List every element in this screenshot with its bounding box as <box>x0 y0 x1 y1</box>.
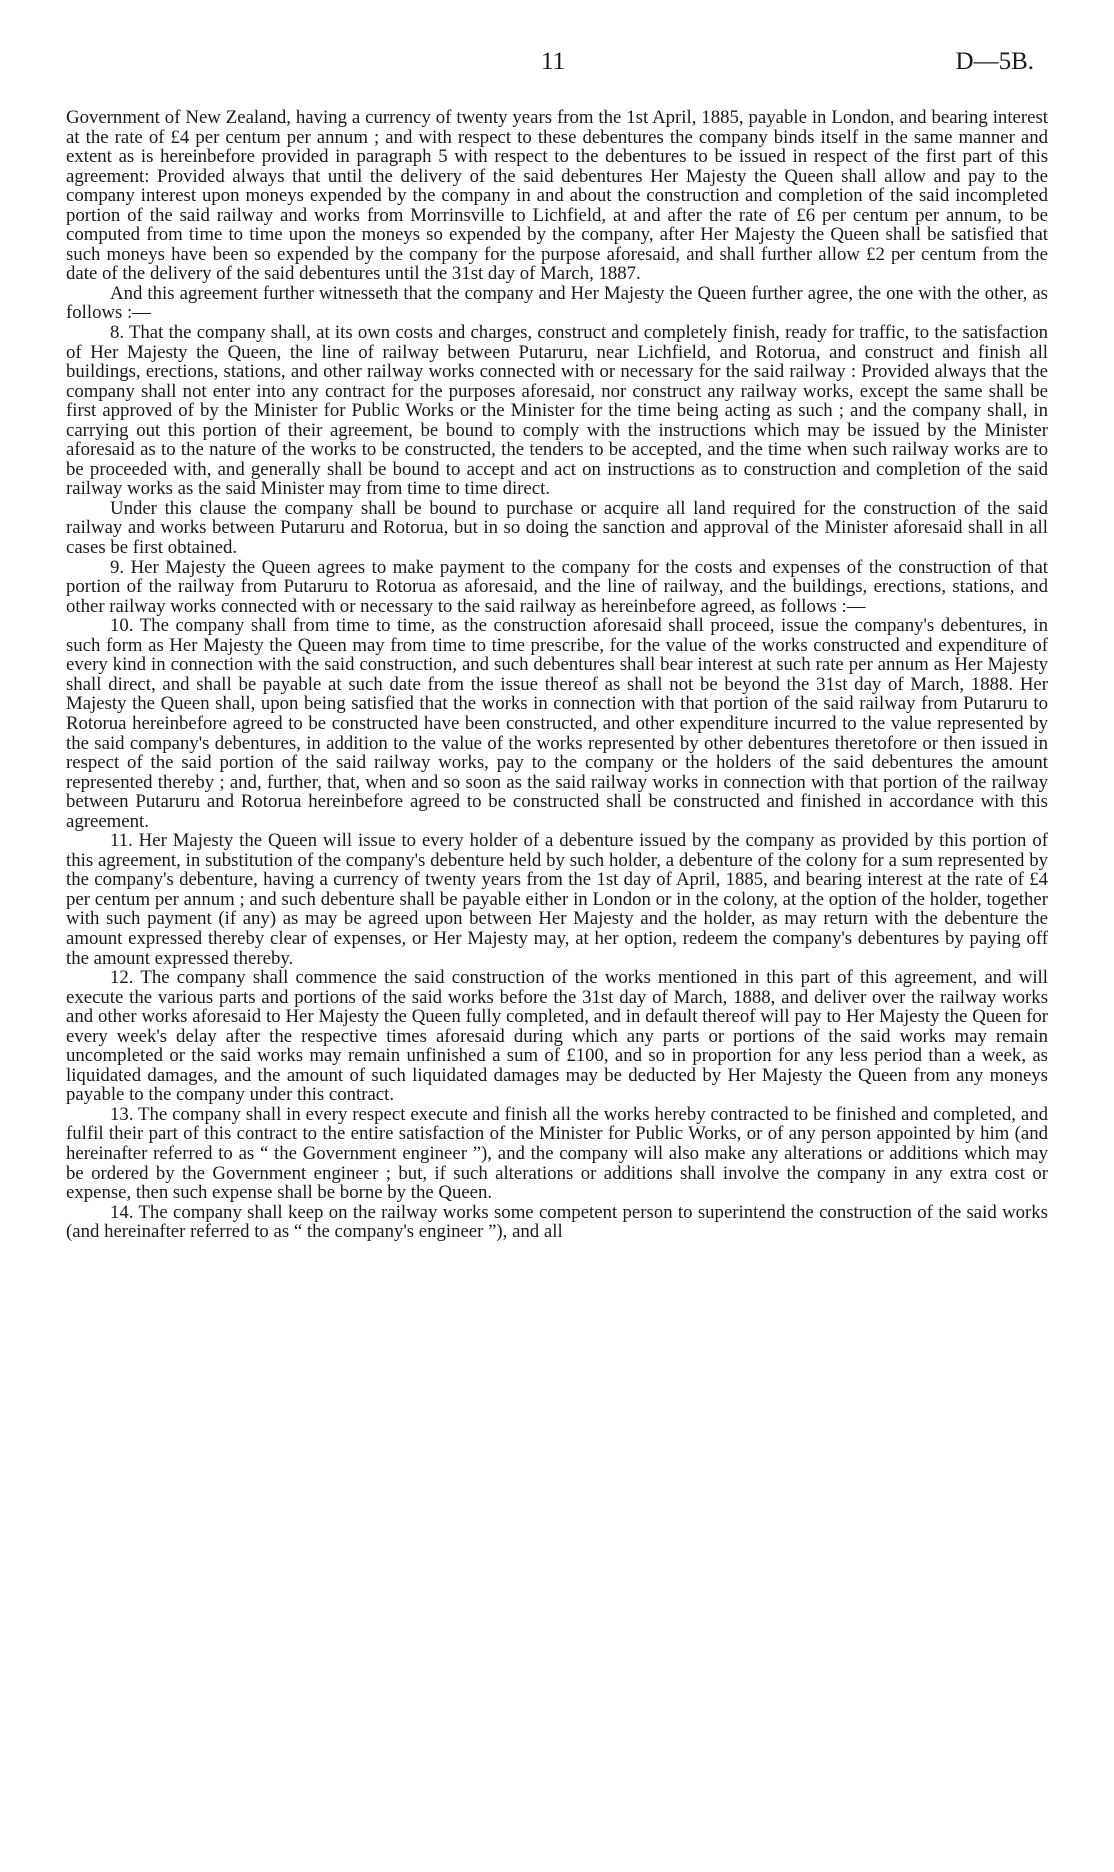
document-reference: D—5B. <box>955 48 1034 75</box>
clause-8: 8. That the company shall, at its own costs and charges, construct and completely finish, ready for traffic, to the satisfaction of Her Majesty the Queen, the line of railway between Putaruru, near Lichfield, and Rotorua, and construct and finish all buildings, erections, stations, and other railway works connected with or necessary for the said railway : Provided always that the company shall not enter into any contract for the purposes aforesaid, nor construct any railway works, except the same shall be first approved of by the Minister for Public Works or the Minister for the time being acting as such ; and the company shall, in carrying out this portion of their agreement, be bound to comply with the instructions which may be issued by the Minister aforesaid as to the nature of the works to be constructed, the tenders to be accepted, and the time when such railway works are to be proceeded with, and generally shall be bound to accept and act on instructions as to construction and completion of the said railway works as the said Minister may from time to time direct. <box>66 322 1048 500</box>
clause-8-land: Under this clause the company shall be bound to purchase or acquire all land required for the construction of the said railway and works between Putaruru and Rotorua, but in so doing the sanction and approval of the Minister aforesaid shall in all cases be first obtained. <box>66 497 1048 559</box>
clause-12: 12. The company shall commence the said construction of the works mentioned in this part of this agreement, and will execute the various parts and portions of the said works before the 31st day of March, 1888, and deliver over the railway works and other works aforesaid to Her Majesty the Queen fully completed, and in default thereof will pay to Her Majesty the Queen for every week's delay after the respective times aforesaid during which any parts or portions of the said works may remain uncompleted or the said works may remain unfinished a sum of £100, and so in proportion for any less period than a week, as liquidated damages, and the amount of such liquidated damages may be deducted by Her Majesty the Queen from any moneys payable to the company under this contract. <box>66 967 1048 1106</box>
paragraph-continuation: Government of New Zealand, having a currency of twenty years from the 1st April, 1885, payable in London, and bearing interest at the rate of £4 per centum per annum ; and with respect to these debentures the company binds itself in the same manner and extent as is hereinbefore provided in paragraph 5 with respect to the debentures to be issued in respect of the first part of this agreement: Provided always that until the delivery of the said debentures Her Majesty the Queen shall allow and pay to the company interest upon moneys expended by the company in and about the construction and completion of the said incompleted portion of the said railway and works from Morrinsville to Lichfield, at and after the rate of £6 per centum per annum, to be computed from time to time upon the moneys so expended by the company, after Her Majesty the Queen shall be satisfied that such moneys have been so expended by the company for the purpose aforesaid, and shall further allow £2 per centum from the date of the delivery of the said debentures until the 31st day of March, 1887. <box>66 107 1048 285</box>
clause-13: 13. The company shall in every respect execute and finish all the works hereby contracted to be finished and completed, and fulfil their part of this contract to the entire satisfaction of the Minister for Public Works, or of any person appointed by him (and hereinafter referred to as “ the Government engineer ”), and the company will also make any alterations or additions which may be ordered by the Government engineer ; but, if such alterations or additions shall involve the company in any extra cost or expense, then such expense shall be borne by the Queen. <box>66 1103 1048 1204</box>
page-header <box>0 48 1114 88</box>
clause-10: 10. The company shall from time to time, as the construction aforesaid shall proceed, issue the company's debentures, in such form as Her Majesty the Queen may from time to time prescribe, for the value of the works constructed and expenditure of every kind in connection with the said construction, and such debentures shall bear interest at such rate per annum as Her Majesty shall direct, and shall be payable at such date from the issue thereof as shall not be beyond the 31st day of March, 1888. Her Majesty the Queen shall, upon being satisfied that the works in connection with that portion of the said railway from Putaruru to Rotorua hereinbefore agreed to be constructed have been constructed, and other expenditure incurred to the value represented by the said company's debentures, in addition to the value of the works represented by other debentures theretofore or then issued in respect of the said portion of the said railway works, pay to the company or the holders of the said debentures the amount represented thereby ; and, further, that, when and so soon as the said railway works in connection with that portion of the railway between Putaruru and Rotorua hereinbefore agreed to be constructed shall be constructed and finished in accordance with this agreement. <box>66 615 1048 832</box>
document-body <box>66 108 1048 1242</box>
page-number: 11 <box>541 48 566 75</box>
clause-11: 11. Her Majesty the Queen will issue to every holder of a debenture issued by the company as provided by this portion of this agreement, in substitution of the company's debenture held by such holder, a debenture of the colony for a sum represented by the company's debenture, having a currency of twenty years from the 1st day of April, 1885, and bearing interest at the rate of £4 per centum per annum ; and such debenture shall be payable either in London or in the colony, at the option of the holder, together with such payment (if any) as may be agreed upon between Her Majesty and the holder, as may return with the debenture the amount expressed thereby clear of expenses, or Her Majesty may, at her option, redeem the company's debentures by paying off the amount expressed thereby. <box>66 830 1048 969</box>
clause-14: 14. The company shall keep on the railway works some competent person to superintend the construction of the said works (and hereinafter referred to as “ the company's engineer ”), and all <box>66 1201 1048 1243</box>
paragraph-witnesseth: And this agreement further witnesseth that the company and Her Majesty the Queen further agree, the one with the other, as follows :— <box>66 282 1048 324</box>
clause-9: 9. Her Majesty the Queen agrees to make payment to the company for the costs and expenses of the construction of that portion of the railway from Putaruru to Rotorua as aforesaid, and the line of railway, and the buildings, erections, stations, and other railway works connected with or necessary to the said railway as hereinbefore agreed, as follows :— <box>66 556 1048 617</box>
